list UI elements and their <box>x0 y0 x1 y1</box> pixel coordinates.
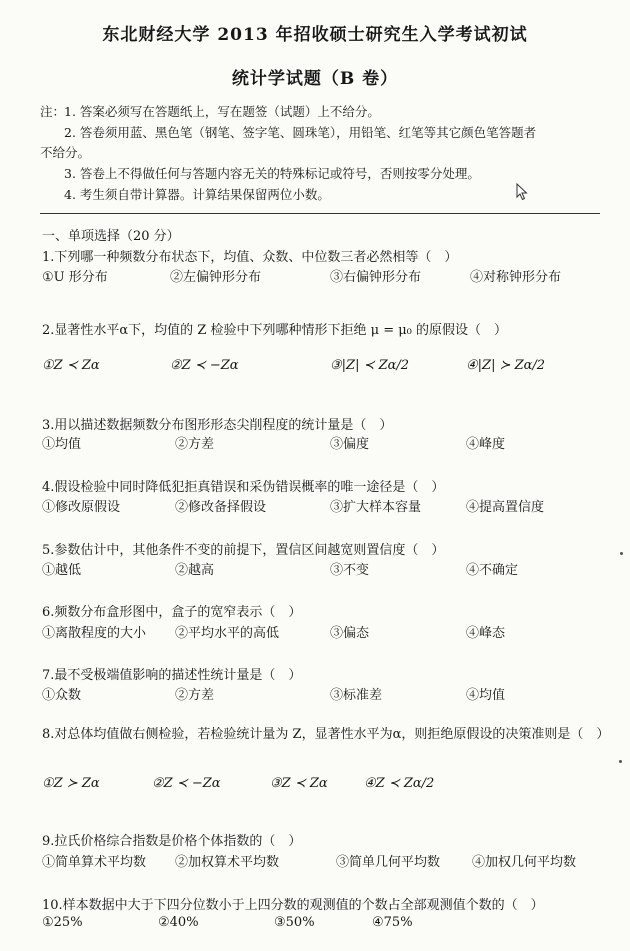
note-3: 3. 答卷上不得做任何与答题内容无关的特殊标记或符号，否则按零分处理。 <box>64 166 480 181</box>
question-3-option-2: ②方差 <box>175 437 215 452</box>
question-10-stem: 10.样本数据中大于下四分位数小于上四分数的观测值的个数占全部观测值个数的（ ） <box>42 898 544 913</box>
question-6-option-3: ③偏态 <box>330 626 370 641</box>
question-8-option-3: ③Z ≺ Zα <box>270 776 328 791</box>
question-3-option-4: ④峰度 <box>466 437 506 452</box>
question-1-option-3: ③右偏钟形分布 <box>330 270 422 285</box>
section-heading: 一、单项选择（20 分） <box>42 229 180 244</box>
question-5-option-1: ①越低 <box>42 563 82 578</box>
question-10-option-1: ①25% <box>42 915 83 930</box>
exam-subtitle: 统计学试题（B 卷） <box>231 69 399 89</box>
question-10-option-2: ②40% <box>158 915 199 930</box>
question-3-option-1: ①均值 <box>42 437 82 452</box>
question-9-option-2: ②加权算术平均数 <box>175 855 280 870</box>
note-2-continued: 不给分。 <box>40 145 91 160</box>
question-6-option-2: ②平均水平的高低 <box>175 626 280 641</box>
exam-title: 东北财经大学 2013 年招收硕士研究生入学考试初试 <box>102 25 528 45</box>
note-4: 4. 考生须自带计算器。计算结果保留两位小数。 <box>64 187 330 202</box>
scan-speck <box>620 552 623 555</box>
question-1-option-2: ②左偏钟形分布 <box>170 270 262 285</box>
question-9-option-3: ③简单几何平均数 <box>336 855 441 870</box>
notes-prefix: 注： <box>40 104 66 119</box>
question-7-option-1: ①众数 <box>42 688 82 703</box>
question-5-option-2: ②越高 <box>175 563 215 578</box>
question-2-option-3: ③|Z| ≺ Zα/2 <box>330 358 410 373</box>
question-4-stem: 4.假设检验中同时降低犯拒真错误和采伪错误概率的唯一途径是（ ） <box>42 480 445 495</box>
question-10-option-3: ③50% <box>274 915 315 930</box>
question-9-option-1: ①简单算术平均数 <box>42 855 147 870</box>
question-9-stem: 9.拉氏价格综合指数是价格个体指数的（ ） <box>42 834 302 849</box>
question-5-stem: 5.参数估计中，其他条件不变的前提下，置信区间越宽则置信度（ ） <box>42 543 445 558</box>
question-4-option-4: ④提高置信度 <box>466 500 545 515</box>
question-6-option-4: ④峰态 <box>466 626 506 641</box>
question-7-stem: 7.最不受极端值影响的描述性统计量是（ ） <box>42 668 302 683</box>
question-5-option-4: ④不确定 <box>466 563 519 578</box>
question-7-option-4: ④均值 <box>466 688 506 703</box>
question-8-option-4: ④Z ≺ Zα/2 <box>364 776 435 791</box>
question-5-option-3: ③不变 <box>330 563 370 578</box>
question-1-option-1: ①U 形分布 <box>42 270 108 285</box>
question-7-option-2: ②方差 <box>175 688 215 703</box>
question-8-option-2: ②Z ≺ −Zα <box>152 776 221 791</box>
divider-line <box>40 213 600 214</box>
question-8-stem: 8.对总体均值做右侧检验，若检验统计量为 Z，显著性水平为α，则拒绝原假设的决策准则是（ ） <box>42 727 610 742</box>
mouse-pointer-icon <box>516 183 528 205</box>
question-9-option-4: ④加权几何平均数 <box>472 855 577 870</box>
question-4-option-2: ②修改备择假设 <box>175 500 267 515</box>
question-4-option-3: ③扩大样本容量 <box>330 500 422 515</box>
scan-speck <box>619 760 622 763</box>
question-10-option-4: ④75% <box>372 915 413 930</box>
note-1: 1. 答案必须写在答题纸上，写在题签（试题）上不给分。 <box>64 104 380 119</box>
question-3-stem: 3.用以描述数据频数分布图形形态尖削程度的统计量是（ ） <box>42 418 393 433</box>
question-1-stem: 1.下列哪一种频数分布状态下，均值、众数、中位数三者必然相等（ ） <box>42 250 458 265</box>
question-2-option-1: ①Z ≺ Zα <box>42 358 100 373</box>
question-2-stem: 2.显著性水平α下，均值的 Z 检验中下列哪种情形下拒绝 μ = μ₀ 的原假设（ ） <box>42 323 508 338</box>
question-2-option-2: ②Z ≺ −Zα <box>170 358 239 373</box>
question-2-option-4: ④|Z| ≻ Zα/2 <box>466 358 546 373</box>
question-6-stem: 6.频数分布盒形图中，盒子的宽窄表示（ ） <box>42 605 302 620</box>
question-1-option-4: ④对称钟形分布 <box>470 270 562 285</box>
question-8-option-1: ①Z ≻ Zα <box>42 776 100 791</box>
question-6-option-1: ①离散程度的大小 <box>42 626 147 641</box>
question-7-option-3: ③标准差 <box>330 688 383 703</box>
question-4-option-1: ①修改原假设 <box>42 500 121 515</box>
note-2: 2. 答卷须用蓝、黑色笔（钢笔、签字笔、圆珠笔），用铅笔、红笔等其它颜色笔答题者 <box>64 125 537 140</box>
question-3-option-3: ③偏度 <box>330 437 370 452</box>
